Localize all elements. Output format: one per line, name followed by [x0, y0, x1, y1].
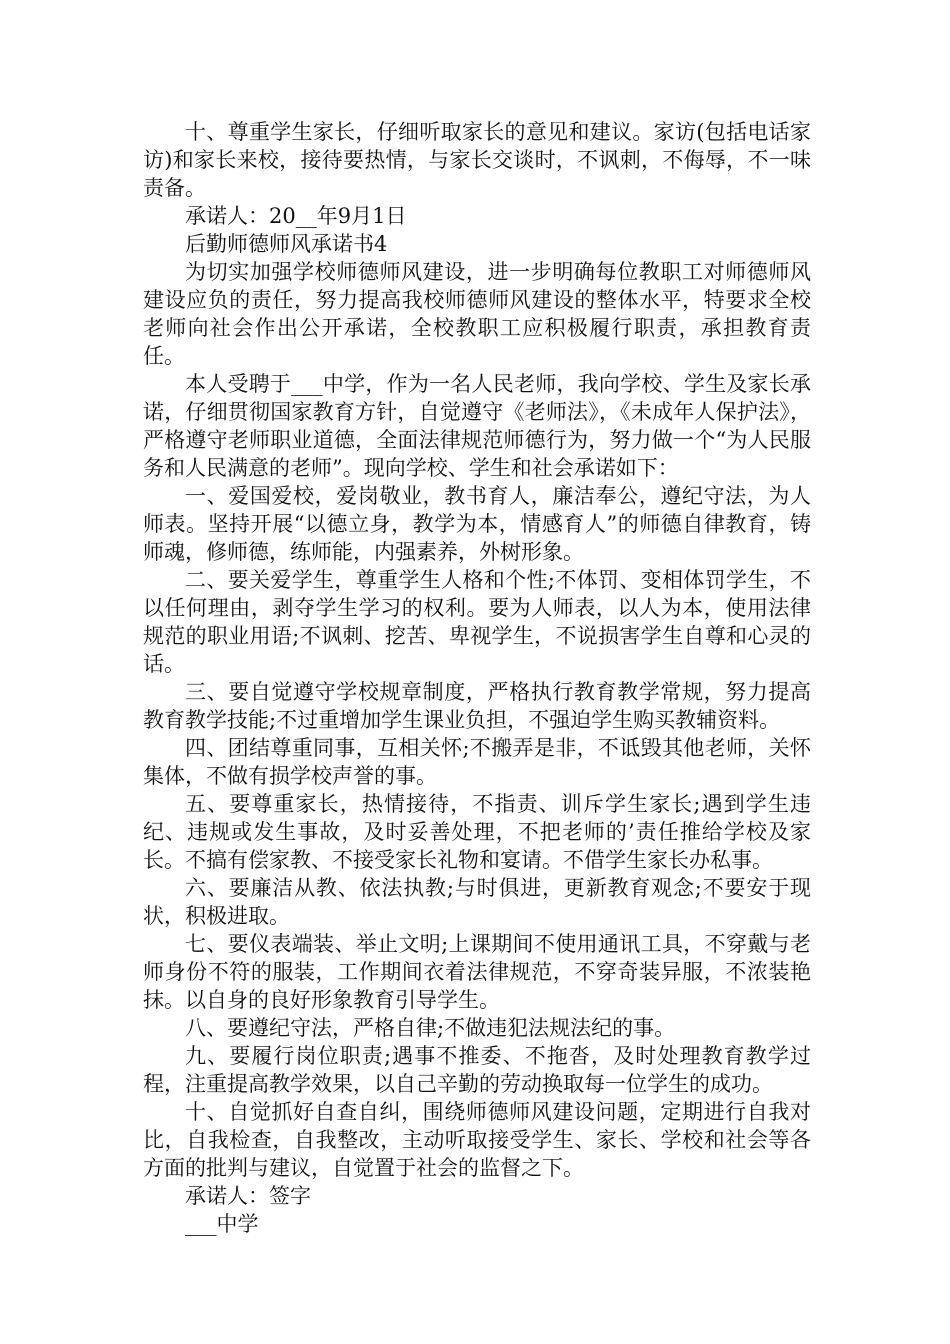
paragraph-item-4: 四、团结尊重同事，互相关怀;不搬弄是非，不诋毁其他老师，关怀集体，不做有损学校声誉的事。	[143, 736, 811, 788]
signature-line: 承诺人：签字	[185, 1184, 311, 1208]
paragraph-intro: 为切实加强学校师德师风建设，进一步明确每位教职工对师德师风建设应负的责任，努力提高我校师德师风建设的整体水平，特要求全校老师向社会作出公开承诺，全校教职工应积极履行职责，承担教育责任。	[143, 260, 811, 368]
paragraph-item-9: 九、要履行岗位职责;遇事不推委、不拖沓，及时处理教育教学过程，注重提高教学效果，以自己辛勤的劳动换取每一位学生的成功。	[143, 1044, 811, 1096]
paragraph-item-2: 二、要关爱学生，尊重学生人格和个性;不体罚、变相体罚学生，不以任何理由，剥夺学生学习的权利。要为人师表，以人为本，使用法律规范的职业用语;不讽刺、挖苦、卑视学生，不说损害学生自尊和心灵的话。	[143, 568, 811, 676]
paragraph-respect-parents: 十、尊重学生家长，仔细听取家长的意见和建议。家访(包括电话家访)和家长来校，接待要热情，与家长交谈时，不讽刺，不侮辱，不一味责备。	[143, 120, 811, 200]
paragraph-pledge: 本人受聘于___中学，作为一名人民老师，我向学校、学生及家长承诺，仔细贯彻国家教育方针，自觉遵守《老师法》，《未成年人保护法》，严格遵守老师职业道德，全面法律规范师德行为，努力做一个“为人民服务和人民满意的老师”。现向学校、学生和社会承诺如下：	[143, 372, 811, 480]
paragraph-item-8: 八、要遵纪守法，严格自律;不做违犯法规法纪的事。	[185, 1016, 676, 1040]
document-body	[143, 118, 811, 1238]
section-title: 后勤师德师风承诺书4	[185, 232, 388, 256]
paragraph-item-3: 三、要自觉遵守学校规章制度，严格执行教育教学常规，努力提高教育教学技能;不过重增加学生课业负担，不强迫学生购买教辅资料。	[143, 680, 811, 732]
paragraph-item-7: 七、要仪表端装、举止文明;上课期间不使用通讯工具，不穿戴与老师身份不符的服装，工作期间衣着法律规范，不穿奇装异服，不浓装艳抹。以自身的良好形象教育引导学生。	[143, 932, 811, 1012]
paragraph-item-5: 五、要尊重家长，热情接待，不指责、训斥学生家长;遇到学生违纪、违规或发生事故，及时妥善处理，不把老师的’责任推给学校及家长。不搞有偿家教、不接受家长礼物和宴请。不借学生家长办私事。	[143, 792, 811, 872]
school-name-line: ___中学	[185, 1212, 259, 1236]
paragraph-item-1: 一、爱国爱校，爱岗敬业，教书育人，廉洁奉公，遵纪守法，为人师表。坚持开展“以德立身，教学为本，情感育人”的师德自律教育，铸师魂，修师德，练师能，内强素养，外树形象。	[143, 484, 811, 564]
paragraph-item-6: 六、要廉洁从教、依法执教;与时俱进，更新教育观念;不要安于现状，积极进取。	[143, 876, 811, 928]
signature-date-line: 承诺人：20__年9月1日	[185, 204, 407, 228]
paragraph-item-10: 十、自觉抓好自查自纠，围绕师德师风建设问题，定期进行自我对比，自我检查，自我整改，主动听取接受学生、家长、学校和社会等各方面的批判与建议，自觉置于社会的监督之下。	[143, 1100, 811, 1180]
